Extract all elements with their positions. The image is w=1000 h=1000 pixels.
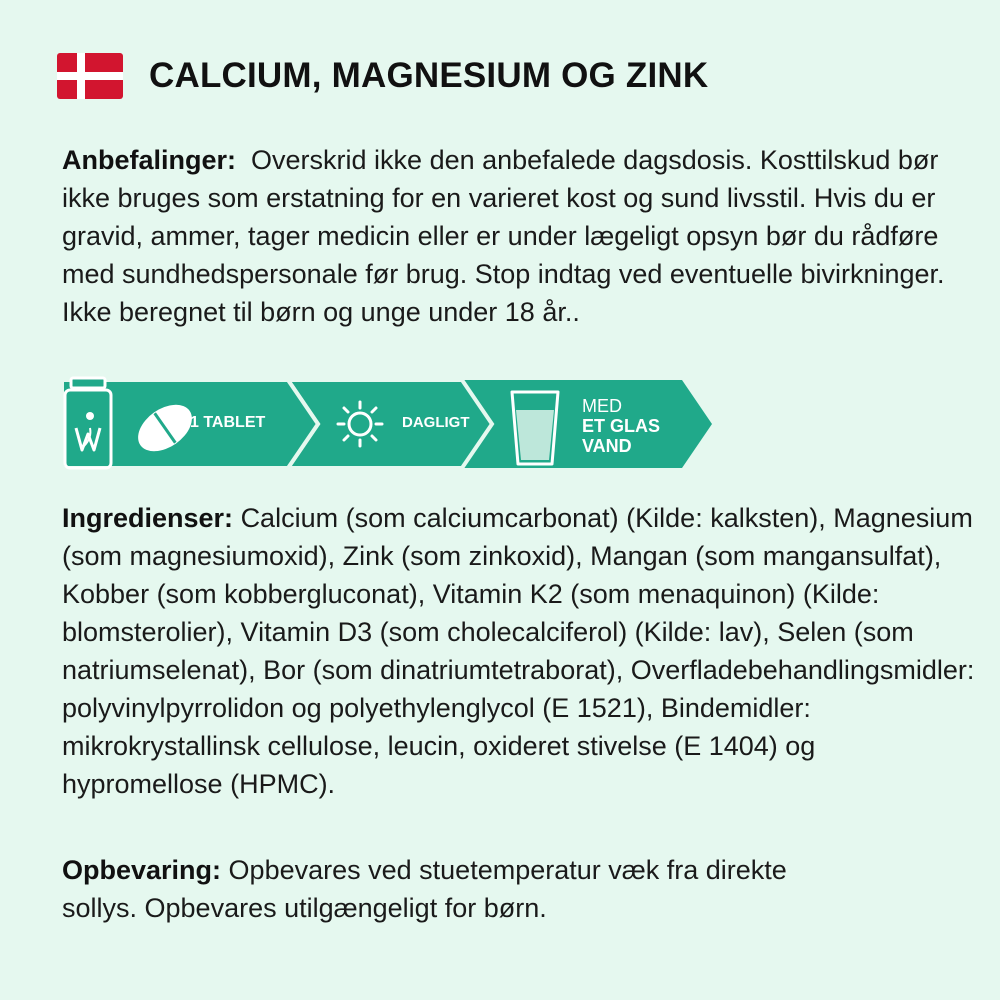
step1-label: 1 TABLET [190,414,266,431]
recommendations-text: Overskrid ikke den anbefalede dagsdosis. Kosttilskud bør ikke bruges som erstatning for en varieret kost og sund livsstil. Hvis du er gravid, ammer, tager medicin eller er under lægeligt opsyn bør du rådføre med sundhedspersonale før brug. Stop indtag ved eventuelle bivirkninger. Ikke beregnet til børn og unge under 18 år.. [62,145,945,327]
step3-line1: MED [582,396,622,416]
page-title: CALCIUM, MAGNESIUM OG ZINK [149,56,709,95]
recommendations-paragraph [62,141,982,331]
recommendations-label: Anbefalinger: [62,145,237,175]
page-header [57,48,708,104]
ingredients-label: Ingredienser: [62,503,234,533]
dosage-strip [62,376,722,472]
ingredients-text: Calcium (som calciumcarbonat) (Kilde: kalksten), Magnesium (som magnesiumoxid), Zink (som zinkoxid), Mangan (som mangansulfat), Kobber (som kobbergluconat), Vitamin K2 (som menaquinon) (Kilde: blomsterolier), Vitamin D3 (som cholecalciferol) (Kilde: lav), Selen (som natriumselenat), Bor (som dinatriumtetraborat), Overfladebehandlingsmidler: polyvinylpyrrolidon og polyethylenglycol (E 1521), Bindemidler: mikrokrystallinsk cellulose, leucin, oxideret stivelse (E 1404) og hypromellose (HPMC). [62,503,975,799]
step3-line3: VAND [582,436,632,456]
storage-paragraph [62,851,862,927]
ingredients-paragraph [62,499,982,803]
storage-text: Opbevares ved stuetemperatur væk fra direkte sollys. Opbevares utilgængeligt for børn. [62,855,787,923]
denmark-flag-icon [57,53,123,99]
storage-label: Opbevaring: [62,855,222,885]
step2-label: DAGLIGT [402,414,470,431]
step3-line2: ET GLAS [582,416,661,436]
